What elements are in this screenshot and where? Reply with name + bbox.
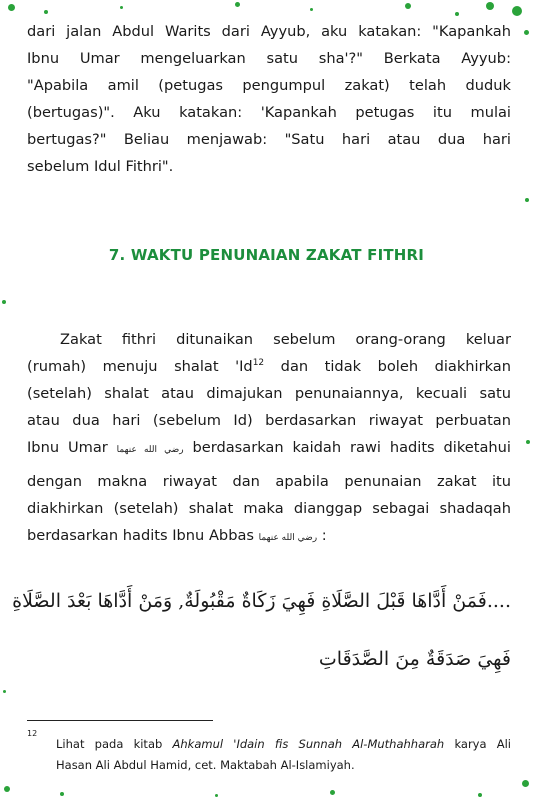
main-paragraph [27, 326, 511, 552]
text-line: bertugas?" Beliau menjawab: "Satu hari atau dua hari [27, 131, 511, 148]
footnote-number: 12 [27, 729, 38, 738]
text-line: (setelah) shalat atau dimajukan penunaiannya, kecuali satu [27, 385, 511, 402]
hadith-arabic-line-1: ....فَمَنْ أَدَّاهَا قَبْلَ الصَّلَاةِ فَهِيَ زَكَاةٌ مَقْبُولَةٌ, وَمَنْ أَدَّاهَا بَعْدَ الصَّلَاةِ [12, 590, 511, 612]
text-line: Ibnu Umar mengeluarkan satu sha'?" Berkata Ayyub: [27, 50, 511, 67]
intro-paragraph [27, 18, 511, 180]
text-line: berdasarkan hadits Ibnu Abbas رضي الله عنهما : [27, 527, 327, 544]
text-line: (bertugas)". Aku katakan: 'Kapankah petugas itu mulai [27, 104, 511, 121]
text-line: dari jalan Abdul Warits dari Ayyub, aku katakan: "Kapankah [27, 23, 511, 40]
footnote-line: Hasan Ali Abdul Hamid, cet. Maktabah Al-Islamiyah. [56, 758, 355, 772]
text-line: Zakat fithri ditunaikan sebelum orang-orang keluar [60, 331, 511, 348]
footnote-ref[interactable]: 12 [252, 358, 265, 369]
text-line: dengan makna riwayat dan apabila penunaian zakat itu [27, 473, 511, 490]
hadith-arabic-line-2: فَهِيَ صَدَقَةٌ مِنَ الصَّدَقَاتِ [318, 648, 511, 670]
text-line: diakhirkan (setelah) shalat maka dianggap sebagai shadaqah [27, 500, 511, 517]
honorific-arabic: رضي الله عنهما [116, 445, 184, 455]
section-heading: 7. WAKTU PENUNAIAN ZAKAT FITHRI [108, 246, 425, 264]
text-line: atau dua hari (sebelum Id) berdasarkan riwayat perbuatan [27, 412, 511, 429]
book-title: Ahkamul 'Idain fis Sunnah Al-Muthahharah [172, 737, 445, 751]
honorific-arabic: رضي الله عنهما [258, 533, 318, 543]
text-line: (rumah) menuju shalat 'Id$^{12}$ dan tidak boleh diakhirkan [27, 358, 511, 375]
text-line: "Apabila amil (petugas pengumpul zakat) telah duduk [27, 77, 511, 94]
footnote-text [56, 734, 511, 776]
text-line: sebelum Idul Fithri". [27, 158, 174, 175]
footnote-divider [27, 720, 213, 721]
text-line: Ibnu Umar رضي الله عنهما berdasarkan kaidah rawi hadits diketahui [27, 439, 511, 456]
footnote-line: Lihat pada kitab Ahkamul 'Idain fis Sunnah Al-Muthahharah karya Ali [56, 737, 512, 751]
